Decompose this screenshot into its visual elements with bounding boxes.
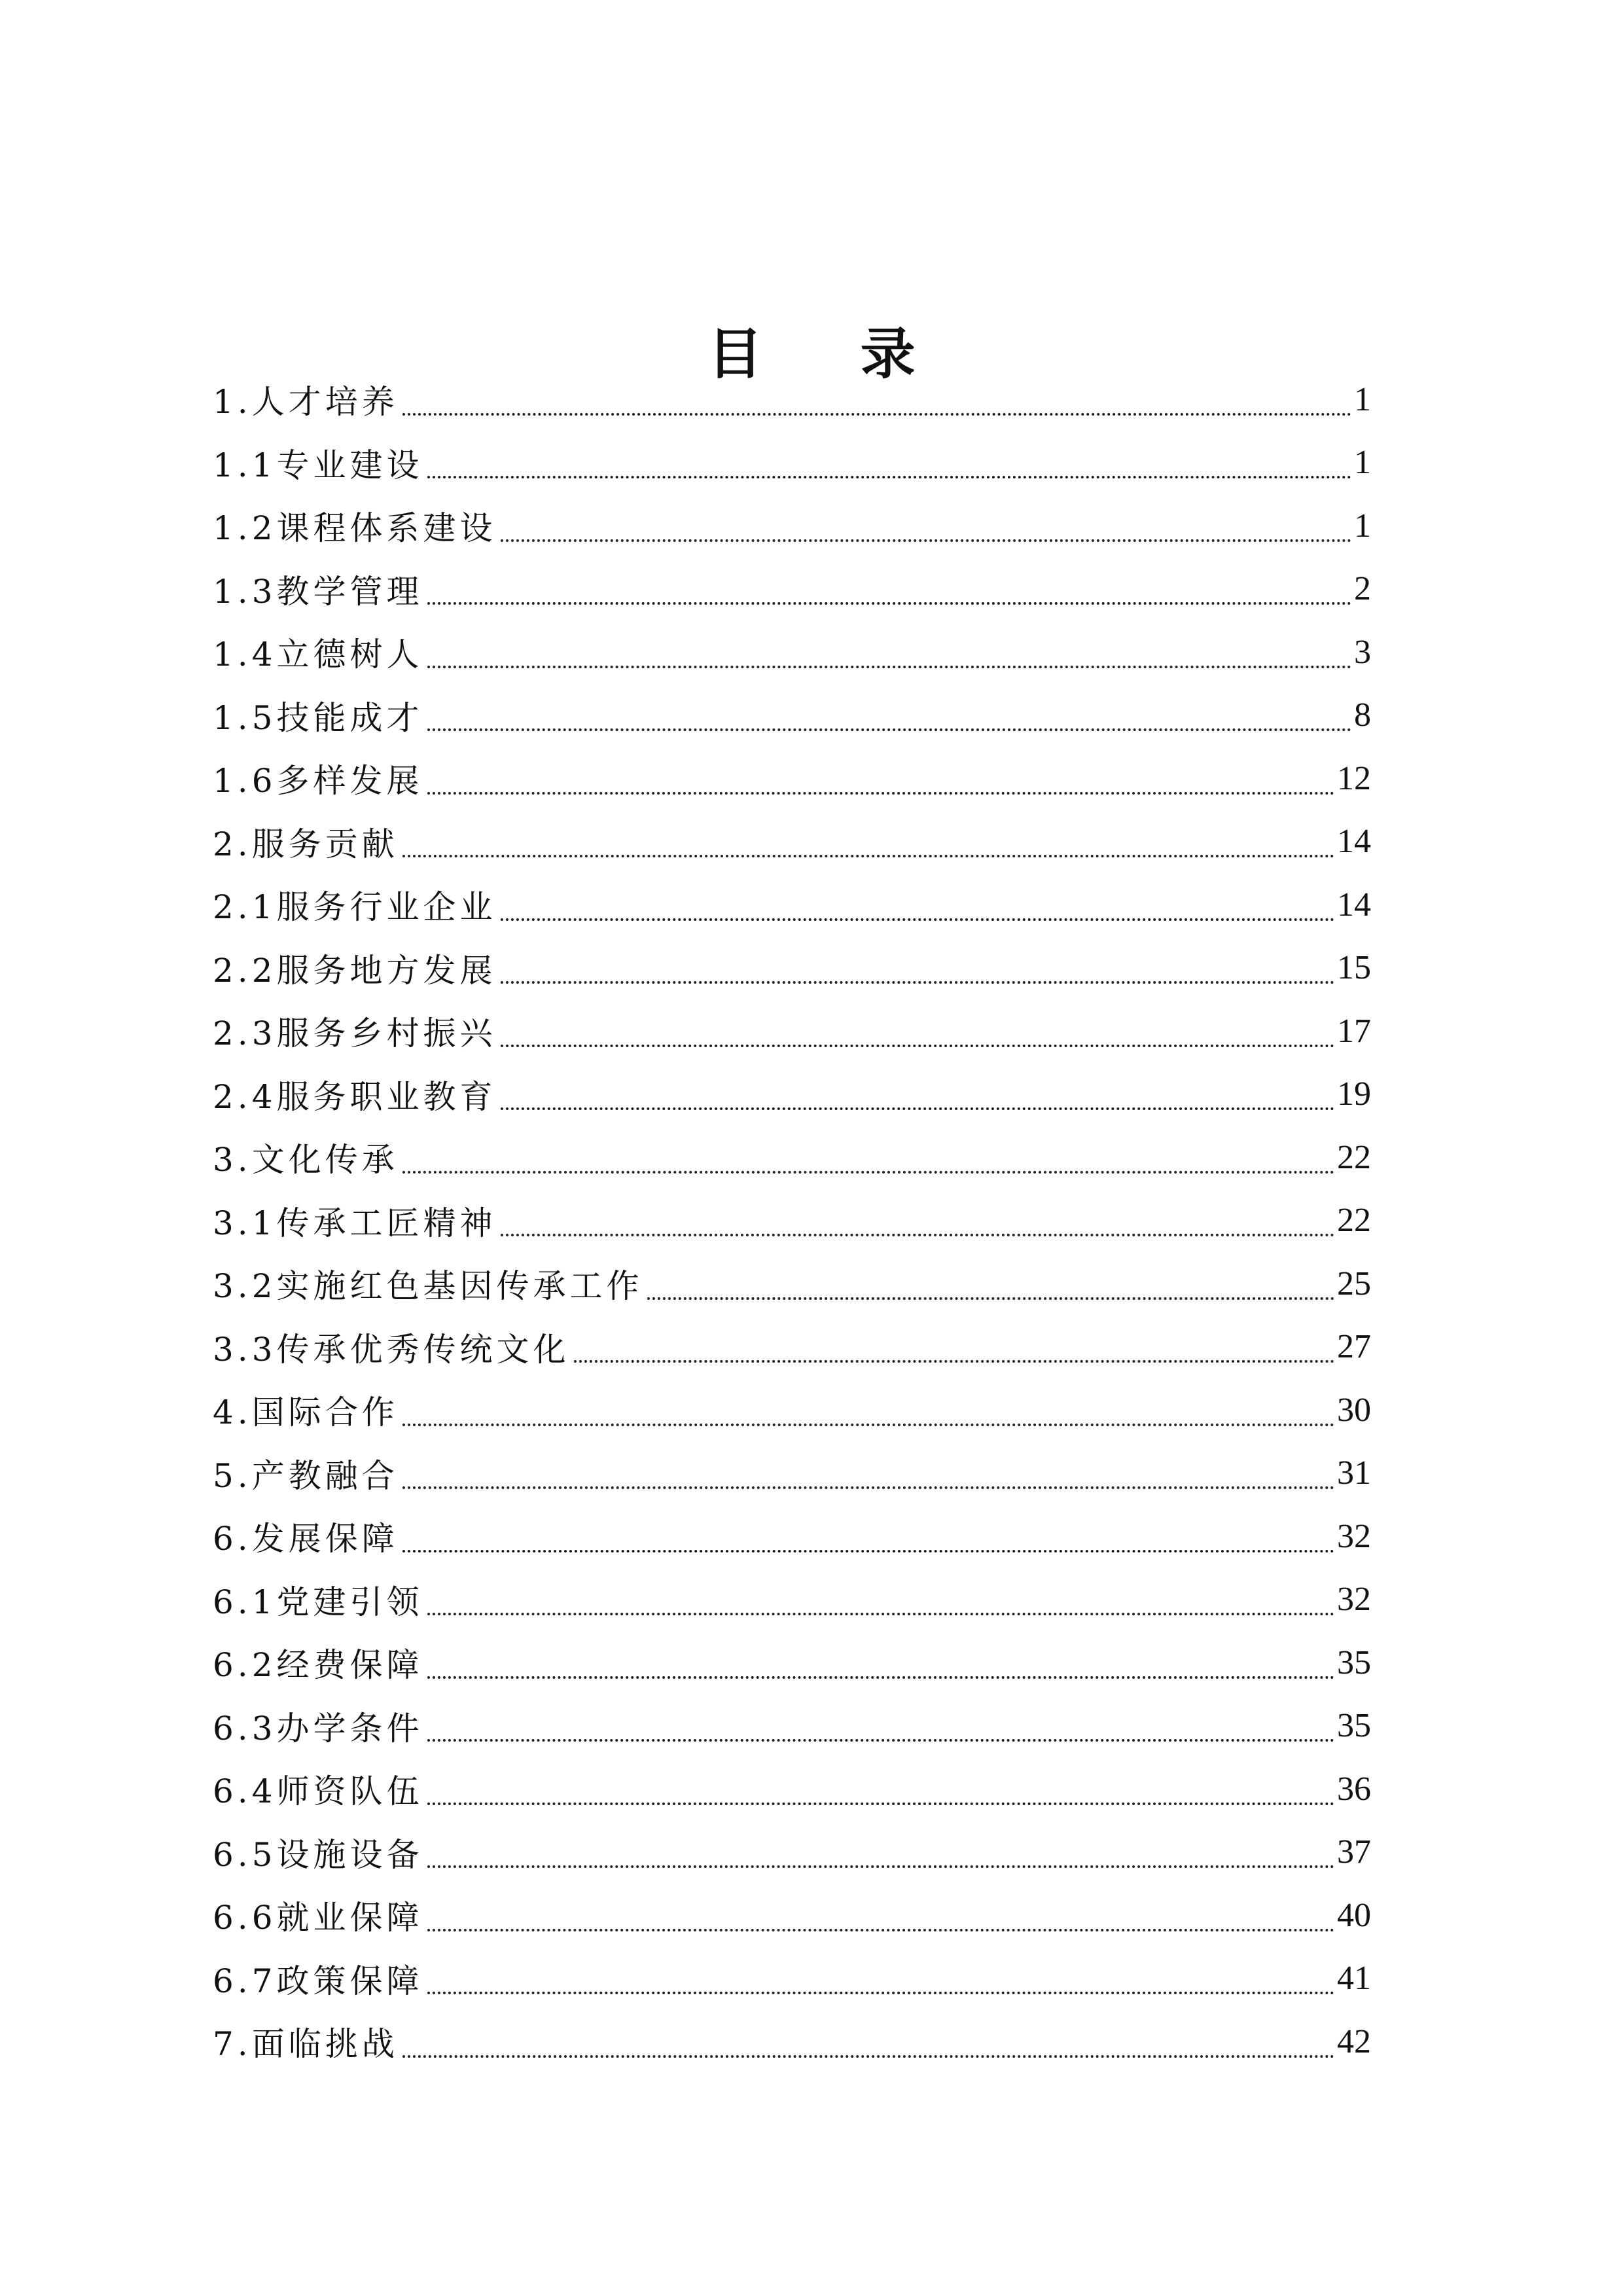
toc-entry-label: 6.4师资队伍 [213, 1772, 423, 1811]
toc-entry-label: 1.6多样发展 [213, 762, 423, 800]
toc-entry-page: 41 [1337, 1960, 1371, 1998]
toc-leader-dots [647, 1297, 1334, 1300]
toc-entry-label: 6.5设施设备 [213, 1835, 423, 1874]
toc-entry-label: 1.5技能成才 [213, 698, 423, 737]
toc-entry-label: 2.服务贡献 [213, 825, 399, 863]
toc-leader-dots [501, 539, 1351, 542]
toc-leader-dots [402, 1424, 1334, 1426]
toc-entry-label: 2.3服务乡村振兴 [213, 1014, 497, 1053]
toc-entry[interactable] [213, 1695, 1371, 1758]
toc-entry-page: 19 [1337, 1075, 1371, 1113]
toc-entry[interactable] [213, 999, 1371, 1063]
toc-entry-label: 6.发展保障 [213, 1520, 399, 1558]
toc-entry-page: 12 [1337, 759, 1371, 797]
toc-entry-label: 6.1党建引领 [213, 1583, 423, 1621]
toc-entry[interactable] [213, 1442, 1371, 1505]
toc-entry[interactable] [213, 1568, 1371, 1632]
toc-leader-dots [574, 1360, 1334, 1363]
toc-leader-dots [427, 1929, 1334, 1931]
toc-entry[interactable] [213, 1884, 1371, 1947]
toc-leader-dots [501, 1045, 1334, 1047]
toc-leader-dots [402, 1550, 1334, 1552]
toc-leader-dots [427, 1803, 1334, 1805]
toc-entry-page: 32 [1337, 1517, 1371, 1555]
toc-entry-label: 6.3办学条件 [213, 1709, 423, 1748]
toc-entry-label: 6.7政策保障 [213, 1962, 423, 2000]
toc-entry-page: 1 [1354, 444, 1371, 482]
toc-leader-dots [427, 1992, 1334, 1994]
toc-entry-label: 3.3传承优秀传统文化 [213, 1330, 570, 1369]
toc-entry[interactable] [213, 558, 1371, 621]
toc-leader-dots [427, 602, 1351, 605]
toc-entry[interactable] [213, 873, 1371, 937]
toc-entry-label: 2.2服务地方发展 [213, 951, 497, 990]
toc-entry-page: 15 [1337, 949, 1371, 987]
toc-entry-label: 3.文化传承 [213, 1141, 399, 1179]
toc-entry-label: 2.1服务行业企业 [213, 888, 497, 927]
toc-entry-page: 31 [1337, 1454, 1371, 1492]
toc-leader-dots [501, 918, 1334, 921]
toc-title: 目 录 [707, 322, 955, 387]
toc-entry[interactable] [213, 431, 1371, 495]
table-of-contents [213, 368, 1371, 2073]
toc-entry-page: 42 [1337, 2022, 1371, 2060]
toc-entry[interactable] [213, 1316, 1371, 1379]
toc-leader-dots [501, 1107, 1334, 1110]
toc-entry[interactable] [213, 1631, 1371, 1695]
toc-leader-dots [501, 1234, 1334, 1236]
toc-entry-page: 25 [1337, 1265, 1371, 1302]
toc-entry-label: 7.面临挑战 [213, 2025, 399, 2064]
toc-leader-dots [427, 728, 1351, 731]
toc-entry[interactable] [213, 1505, 1371, 1568]
toc-entry-page: 36 [1337, 1770, 1371, 1808]
toc-entry-page: 30 [1337, 1391, 1371, 1429]
toc-entry-page: 35 [1337, 1643, 1371, 1681]
toc-entry-label: 4.国际合作 [213, 1393, 399, 1432]
toc-entry[interactable] [213, 1947, 1371, 2011]
toc-entry[interactable] [213, 2010, 1371, 2073]
toc-leader-dots [427, 1739, 1334, 1742]
toc-leader-dots [427, 1613, 1334, 1615]
toc-leader-dots [402, 1486, 1334, 1489]
toc-entry-label: 6.2经费保障 [213, 1646, 423, 1685]
toc-entry-page: 22 [1337, 1138, 1371, 1176]
toc-entry-label: 1.人才培养 [213, 383, 399, 422]
toc-entry-page: 1 [1354, 507, 1371, 545]
toc-entry-label: 2.4服务职业教育 [213, 1077, 497, 1116]
toc-entry-page: 37 [1337, 1833, 1371, 1871]
toc-entry-page: 32 [1337, 1581, 1371, 1619]
toc-entry[interactable] [213, 620, 1371, 684]
toc-entry[interactable] [213, 1063, 1371, 1126]
toc-entry[interactable] [213, 1757, 1371, 1821]
toc-leader-dots [402, 2055, 1334, 2058]
toc-entry[interactable] [213, 1189, 1371, 1253]
toc-entry-label: 1.2课程体系建设 [213, 509, 497, 548]
toc-leader-dots [402, 1171, 1334, 1174]
toc-entry-label: 3.2实施红色基因传承工作 [213, 1267, 643, 1306]
toc-leader-dots [427, 792, 1334, 795]
toc-entry-page: 8 [1354, 696, 1371, 734]
toc-leader-dots [402, 413, 1351, 416]
toc-leader-dots [427, 1676, 1334, 1679]
toc-entry-label: 5.产教融合 [213, 1456, 399, 1495]
toc-entry-page: 3 [1354, 633, 1371, 671]
toc-entry-page: 27 [1337, 1328, 1371, 1366]
toc-entry-page: 22 [1337, 1202, 1371, 1240]
toc-entry-page: 17 [1337, 1012, 1371, 1050]
toc-entry-page: 14 [1337, 886, 1371, 924]
toc-entry[interactable] [213, 368, 1371, 431]
toc-entry[interactable] [213, 937, 1371, 1000]
toc-leader-dots [501, 981, 1334, 984]
toc-entry[interactable] [213, 1252, 1371, 1316]
toc-entry-label: 6.6就业保障 [213, 1899, 423, 1937]
toc-entry[interactable] [213, 684, 1371, 747]
toc-entry[interactable] [213, 747, 1371, 810]
toc-entry[interactable] [213, 494, 1371, 558]
toc-entry-label: 3.1传承工匠精神 [213, 1204, 497, 1242]
toc-entry-page: 40 [1337, 1896, 1371, 1934]
toc-leader-dots [402, 855, 1334, 857]
toc-entry-label: 1.1专业建设 [213, 446, 423, 484]
toc-entry-page: 14 [1337, 823, 1371, 861]
toc-entry-page: 2 [1354, 570, 1371, 608]
toc-entry[interactable] [213, 1378, 1371, 1442]
toc-entry-page: 35 [1337, 1707, 1371, 1745]
toc-leader-dots [427, 476, 1351, 478]
toc-leader-dots [427, 666, 1351, 668]
toc-entry-label: 1.4立德树人 [213, 636, 423, 674]
toc-entry[interactable] [213, 1821, 1371, 1884]
toc-leader-dots [427, 1865, 1334, 1868]
toc-entry[interactable] [213, 810, 1371, 874]
toc-entry-label: 1.3教学管理 [213, 572, 423, 611]
toc-entry-page: 1 [1354, 380, 1371, 418]
toc-entry[interactable] [213, 1126, 1371, 1189]
